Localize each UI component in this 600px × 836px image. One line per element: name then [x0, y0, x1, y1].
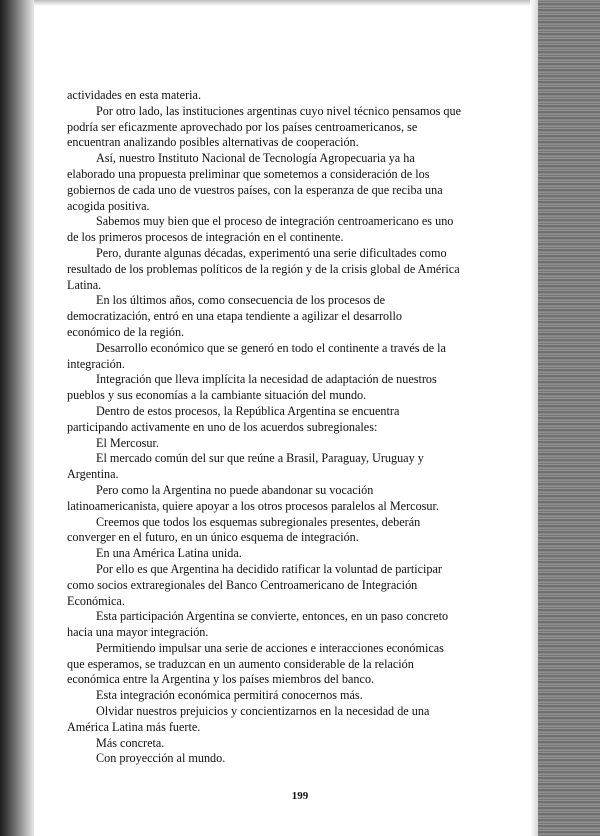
- text-line: Económica.: [67, 593, 125, 608]
- text-line: Dentro de estos procesos, la República Argentina se encuentra: [96, 403, 400, 418]
- text-line: actividades en esta materia.: [67, 88, 201, 102]
- text-line: democratización, entró en una etapa tendiente a agilizar el desarrollo: [67, 309, 402, 324]
- text-line: América Latina más fuerte.: [67, 719, 201, 734]
- text-line: Pero como la Argentina no puede abandonar su vocación: [96, 482, 374, 497]
- text-line: Latina.: [67, 277, 102, 292]
- text-line: Esta integración económica permitirá conocernos más.: [96, 688, 363, 703]
- text-line: participando activamente en uno de los acuerdos subregionales:: [67, 419, 378, 434]
- text-line: Con proyección al mundo.: [96, 751, 226, 766]
- text-line: El Mercosur.: [96, 435, 159, 450]
- text-line: resultado de los problemas políticos de la región y de la crisis global de América: [67, 261, 460, 276]
- text-line: de los primeros procesos de integración en el continente.: [67, 230, 344, 245]
- text-line: podría ser eficazmente aprovechado por los países centroamericanos, se: [67, 119, 418, 134]
- text-line: En una América Latina unida.: [96, 546, 242, 561]
- text-line: El mercado común del sur que reúne a Brasil, Paraguay, Uruguay y: [96, 451, 424, 466]
- page-number: 199: [291, 790, 309, 802]
- text-line: como socios extraregionales del Banco Centroamericano de Integración: [67, 577, 418, 592]
- text-line: converger en el futuro, en un único esquema de integración.: [67, 530, 359, 545]
- text-line: Esta participación Argentina se convierte, entonces, en un paso concreto: [96, 609, 449, 624]
- text-line: Argentina.: [67, 467, 119, 482]
- text-line: Permitiendo impulsar una serie de acciones e interacciones económicas: [96, 640, 444, 655]
- text-line: Por otro lado, las instituciones argentinas cuyo nivel técnico pensamos que: [96, 103, 461, 118]
- text-line: latinoamericanista, quiere apoyar a los otros procesos paralelos al Mercosur.: [67, 498, 439, 513]
- text-line: gobiernos de cada uno de vuestros países, con la esperanza de que reciba una: [67, 182, 443, 197]
- text-line: acogida positiva.: [67, 198, 150, 213]
- text-line: Así, nuestro Instituto Nacional de Tecnología Agropecuaria ya ha: [96, 151, 415, 166]
- text-line: económica entre la Argentina y los países miembros del banco.: [67, 672, 375, 687]
- text-line: Olvidar nuestros prejuicios y concientizarnos en la necesidad de una: [96, 704, 430, 719]
- text-line: Más concreta.: [96, 735, 165, 750]
- text-line: elaborado una propuesta preliminar que sometemos a consideración de los: [67, 166, 430, 181]
- text-line: encuentran analizando posibles alternativas de cooperación.: [67, 135, 359, 150]
- text-line: Creemos que todos los esquemas subregionales presentes, deberán: [96, 514, 421, 529]
- text-line: Por ello es que Argentina ha decidido ratificar la voluntad de participar: [96, 561, 442, 576]
- body-text: [67, 88, 487, 767]
- text-line: hacia una mayor integración.: [67, 625, 209, 640]
- text-line: Pero, durante algunas décadas, experimentó una serie dificultades como: [96, 245, 447, 260]
- text-line: que esperamos, se traduzcan en un aumento considerable de la relación: [67, 656, 414, 671]
- text-line: En los últimos años, como consecuencia de los procesos de: [96, 293, 386, 308]
- text-line: Desarrollo económico que se generó en todo el continente a través de la: [96, 340, 446, 355]
- text-line: pueblos y sus economías a la cambiante situación del mundo.: [67, 388, 367, 403]
- text-line: Sabemos muy bien que el proceso de integración centroamericano es uno: [96, 214, 454, 229]
- text-line: integración.: [67, 356, 125, 371]
- text-line: económico de la región.: [67, 324, 185, 339]
- text-line: Integración que lleva implícita la necesidad de adaptación de nuestros: [96, 372, 437, 387]
